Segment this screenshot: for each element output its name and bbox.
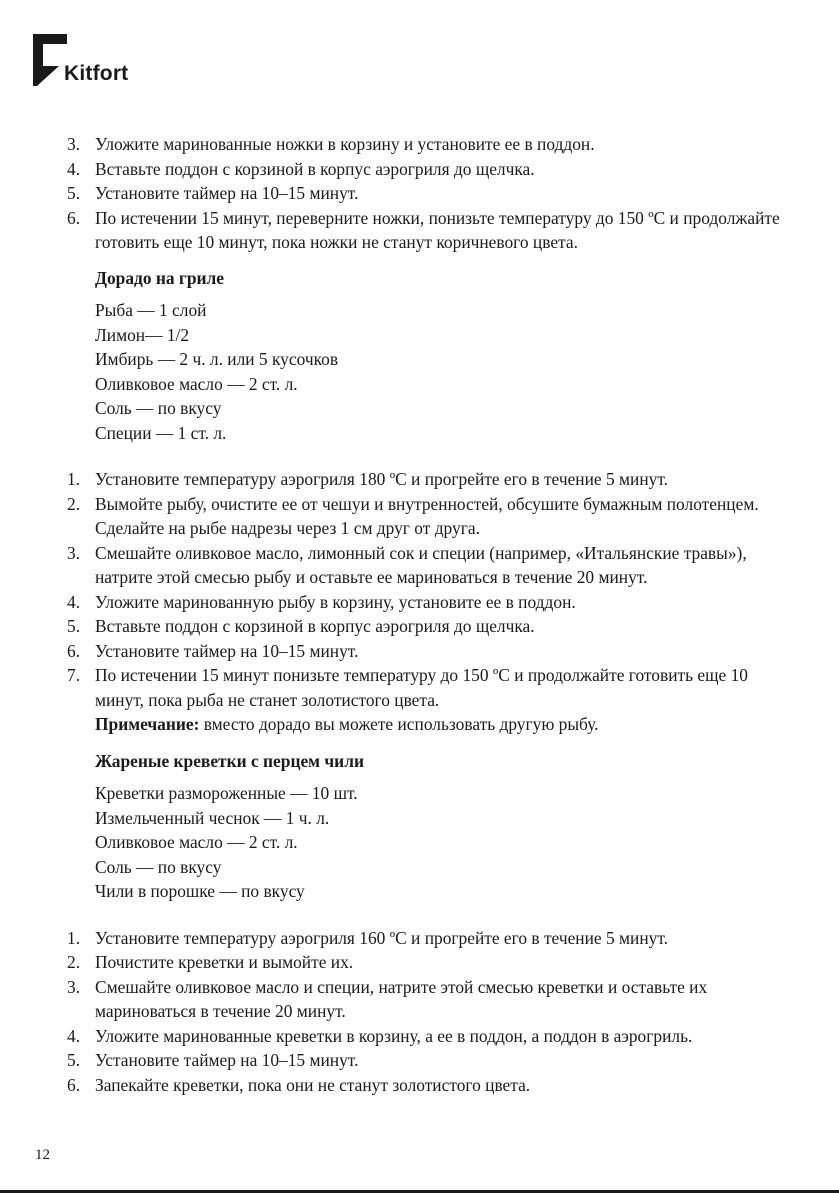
note-label: Примечание:	[95, 714, 200, 734]
ingredient-item: Рыба — 1 слой	[95, 300, 207, 320]
ingredient-item: Имбирь — 2 ч. л. или 5 кусочков	[95, 349, 339, 369]
list-item: 2. Почистите креветки и вымойте их.	[67, 952, 354, 972]
ingredient-item: Лимон— 1/2	[95, 324, 190, 345]
ingredient-item: Соль — по вкусу	[95, 856, 222, 877]
note	[95, 712, 781, 737]
ingredients-dorado	[95, 298, 781, 445]
ingredient-item: Оливковое масло — 2 ст. л.	[95, 832, 298, 852]
page-number: 12	[35, 1147, 50, 1163]
page-content	[61, 132, 781, 1097]
ingredients-shrimp	[95, 781, 781, 904]
steps-dorado-list	[61, 467, 781, 712]
list-item: 7. По истечении 15 минут понизьте температуру до 150 ºC и продолжайте готовить еще 10 минут, пока рыба не станет золотистого цвета.	[67, 665, 748, 710]
recipe-title-shrimp: Жареные креветки с перцем чили	[95, 750, 364, 771]
list-item: 6. По истечении 15 минут, переверните ножки, понизьте температуру до 150 ºC и продолжайте готовить еще 10 минут, пока ножки не станут коричневого цвета.	[67, 207, 780, 252]
brand-name: Kitfort	[64, 62, 129, 85]
list-item: 5. Установите таймер на 10–15 минут.	[67, 183, 359, 203]
ingredient-item: Соль — по вкусу	[95, 398, 222, 418]
steps-shrimp-list	[61, 926, 781, 1098]
list-item: 4. Вставьте поддон с корзиной в корпус аэрогриля до щелчка.	[67, 158, 535, 179]
list-item: 1. Установите температуру аэрогриля 180 ºC и прогрейте его в течение 5 минут.	[67, 469, 668, 489]
list-item: 3. Смешайте оливковое масло и специи, натрите этой смесью креветки и оставьте их мариноваться в течение 20 минут.	[67, 976, 708, 1021]
ingredient-item: Измельченный чеснок — 1 ч. л.	[95, 807, 330, 828]
recipe-title-dorado: Дорадо на гриле	[95, 267, 224, 288]
note-text: вместо дорадо вы можете использовать другую рыбу.	[199, 714, 599, 734]
ingredient-item: Чили в порошке — по вкусу	[95, 881, 305, 901]
list-item: 3. Смешайте оливковое масло, лимонный сок и специи (например, «Итальянские травы»), натрите этой смесью рыбу и оставьте ее мариноваться в течение 20 минут.	[67, 542, 747, 587]
list-item: 5. Вставьте поддон с корзиной в корпус аэрогриля до щелчка.	[67, 616, 535, 636]
steps-top-list	[61, 132, 781, 255]
list-item: 5. Установите таймер на 10–15 минут.	[67, 1050, 359, 1070]
list-item: 4. Уложите маринованную рыбу в корзину, установите ее в поддон.	[67, 591, 576, 612]
list-item: 6. Установите таймер на 10–15 минут.	[67, 640, 359, 661]
list-item: 2. Вымойте рыбу, очистите ее от чешуи и внутренностей, обсушите бумажным полотенцем. Сделайте на рыбе надрезы через 1 см друг от друга.	[67, 493, 759, 538]
list-item: 3. Уложите маринованные ножки в корзину и установите ее в поддон.	[67, 134, 595, 154]
list-item: 6. Запекайте креветки, пока они не станут золотистого цвета.	[67, 1074, 531, 1095]
ingredient-item: Специи — 1 ст. л.	[95, 422, 227, 443]
brand-logo	[33, 34, 163, 90]
list-item: 1. Установите температуру аэрогриля 160 ºC и прогрейте его в течение 5 минут.	[67, 927, 668, 948]
list-item: 4. Уложите маринованные креветки в корзину, а ее в поддон, а поддон в аэрогриль.	[67, 1025, 693, 1046]
ingredient-item: Оливковое масло — 2 ст. л.	[95, 373, 298, 394]
ingredient-item: Креветки размороженные — 10 шт.	[95, 783, 358, 803]
